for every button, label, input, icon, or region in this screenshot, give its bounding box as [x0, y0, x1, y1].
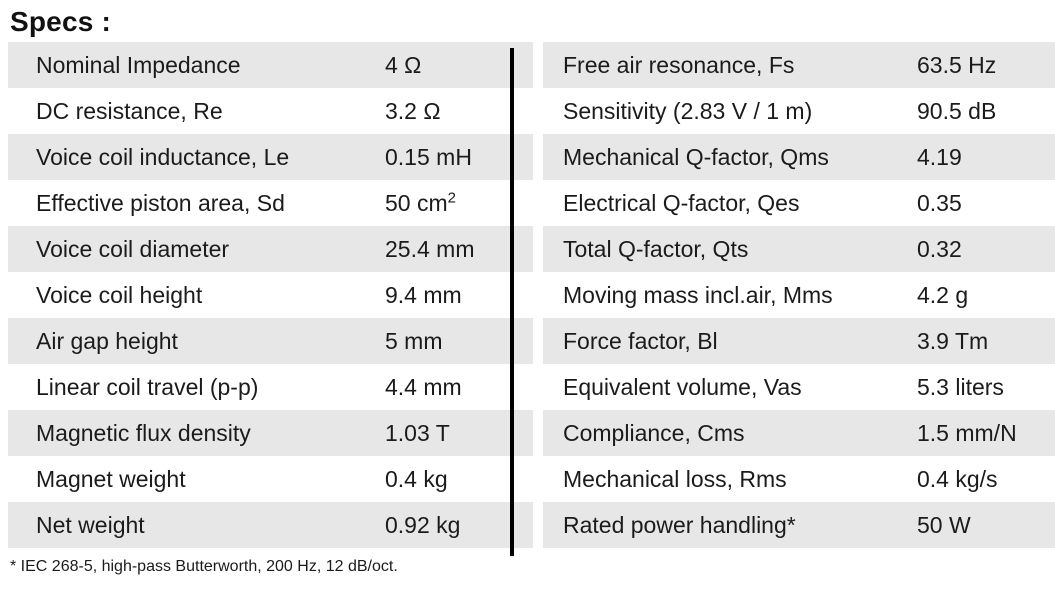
spec-value: 50 W: [913, 502, 1055, 548]
row-divider-cell: [533, 364, 543, 410]
spec-value: 0.32: [913, 226, 1055, 272]
spec-value: 0.4 kg: [381, 456, 533, 502]
row-divider-cell: [533, 272, 543, 318]
spec-label: Magnetic flux density: [8, 410, 381, 456]
spec-label: Rated power handling*: [543, 502, 913, 548]
row-divider-cell: [533, 88, 543, 134]
table-row: [8, 410, 1055, 456]
spec-label: Equivalent volume, Vas: [543, 364, 913, 410]
table-row: [8, 318, 1055, 364]
table-row: [8, 456, 1055, 502]
row-divider-cell: [533, 42, 543, 88]
table-row: [8, 42, 1055, 88]
spec-label: DC resistance, Re: [8, 88, 381, 134]
spec-value: 3.2 Ω: [381, 88, 533, 134]
table-row: [8, 180, 1055, 226]
spec-value: 4.19: [913, 134, 1055, 180]
spec-value: 4.4 mm: [381, 364, 533, 410]
spec-label: Effective piston area, Sd: [8, 180, 381, 226]
spec-label: Magnet weight: [8, 456, 381, 502]
table-row: [8, 226, 1055, 272]
row-divider-cell: [533, 410, 543, 456]
spec-value: 63.5 Hz: [913, 42, 1055, 88]
spec-value-superscript: 2: [447, 188, 456, 206]
spec-label: Moving mass incl.air, Mms: [543, 272, 913, 318]
spec-label: Net weight: [8, 502, 381, 548]
spec-value: 1.5 mm/N: [913, 410, 1055, 456]
spec-value: 90.5 dB: [913, 88, 1055, 134]
spec-label: Mechanical loss, Rms: [543, 456, 913, 502]
spec-label: Free air resonance, Fs: [543, 42, 913, 88]
spec-value: 9.4 mm: [381, 272, 533, 318]
table-row: [8, 502, 1055, 548]
spec-value: 5 mm: [381, 318, 533, 364]
spec-value-text: 50 cm: [385, 189, 448, 216]
spec-value: 5.3 liters: [913, 364, 1055, 410]
spec-value: 25.4 mm: [381, 226, 533, 272]
spec-label: Force factor, Bl: [543, 318, 913, 364]
specs-table: [8, 42, 1055, 548]
row-divider-cell: [533, 502, 543, 548]
spec-value: 0.15 mH: [381, 134, 533, 180]
spec-label: Voice coil inductance, Le: [8, 134, 381, 180]
row-divider-cell: [533, 318, 543, 364]
row-divider-cell: [533, 180, 543, 226]
spec-label: Linear coil travel (p-p): [8, 364, 381, 410]
spec-value: 0.4 kg/s: [913, 456, 1055, 502]
spec-label: Nominal Impedance: [8, 42, 381, 88]
table-row: [8, 364, 1055, 410]
row-divider-cell: [533, 226, 543, 272]
footnote: * IEC 268-5, high-pass Butterworth, 200 Hz, 12 dB/oct.: [10, 558, 398, 575]
spec-label: Sensitivity (2.83 V / 1 m): [543, 88, 913, 134]
spec-value: 3.9 Tm: [913, 318, 1055, 364]
page-title: Specs :: [10, 6, 111, 37]
spec-value: 0.35: [913, 180, 1055, 226]
spec-value: 4.2 g: [913, 272, 1055, 318]
spec-label: Electrical Q-factor, Qes: [543, 180, 913, 226]
spec-label: Compliance, Cms: [543, 410, 913, 456]
spec-value: 4 Ω: [381, 42, 533, 88]
spec-label: Total Q-factor, Qts: [543, 226, 913, 272]
specs-table-body: [8, 42, 1055, 548]
table-row: [8, 272, 1055, 318]
spec-value: 0.92 kg: [381, 502, 533, 548]
spec-value: 1.03 T: [381, 410, 533, 456]
table-row: [8, 134, 1055, 180]
row-divider-cell: [533, 456, 543, 502]
spec-label: Air gap height: [8, 318, 381, 364]
spec-label: Voice coil diameter: [8, 226, 381, 272]
spec-label: Mechanical Q-factor, Qms: [543, 134, 913, 180]
column-divider: [510, 48, 514, 556]
spec-label: Voice coil height: [8, 272, 381, 318]
row-divider-cell: [533, 134, 543, 180]
table-row: [8, 88, 1055, 134]
